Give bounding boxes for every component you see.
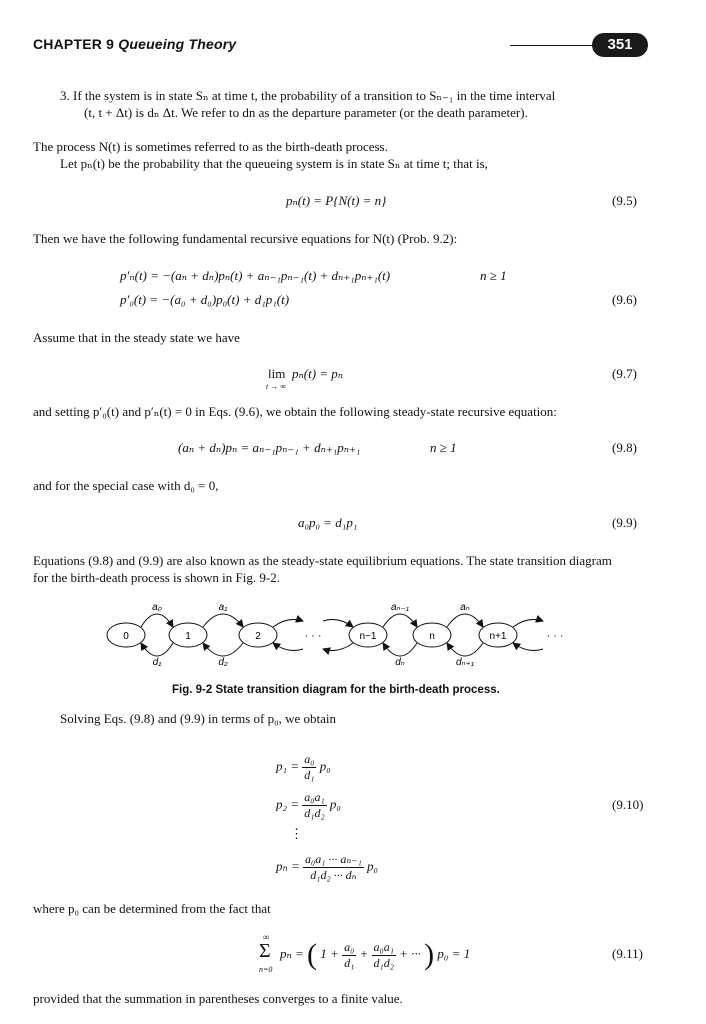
outgoing-arc-n-plus-1	[513, 619, 543, 627]
equation-9-10-p1	[276, 752, 331, 783]
equation-9-6-condition: n ≥ 1	[480, 268, 507, 283]
p1-tail: p₀	[319, 758, 331, 774]
para5: and for the special case with d₀ = 0,	[33, 478, 219, 493]
term1-denominator: d₁	[344, 955, 355, 970]
para4: and setting p′₀(t) and p′ₙ(t) = 0 in Eqs. (9.6), we obtain the following steady-state recursive equation:	[33, 404, 557, 419]
equation-number-9-6: (9.6)	[612, 292, 637, 307]
sum-rhs: p₀ = 1	[437, 945, 471, 961]
state-node-1	[169, 623, 207, 647]
item3-line1: 3. If the system is in state Sₙ at time t, the probability of a transition to Sₙ₋₁ in the time interval	[60, 88, 556, 103]
para7: Solving Eqs. (9.8) and (9.9) in terms of p₀, we obtain	[60, 711, 337, 726]
death-label-1: d₂	[218, 657, 228, 668]
equation-9-9: a₀p₀ = d₁p₁	[298, 515, 358, 530]
page-number: 351	[592, 33, 648, 57]
term2-denominator: d₁d₂	[373, 955, 394, 970]
incoming-arc-2	[273, 643, 303, 651]
birth-label-0: a₀	[152, 602, 162, 613]
equation-9-7: pₙ(t) = pₙ	[292, 366, 344, 381]
equation-number-9-8: (9.8)	[612, 440, 637, 455]
state-label: n	[429, 631, 435, 642]
item3-line2: (t, t + Δt) is dₙ Δt. We refer to dn as the departure parameter (or the death parameter).	[84, 105, 528, 120]
chapter-label: CHAPTER 9	[33, 36, 115, 52]
open-paren: (	[307, 938, 318, 971]
equation-9-11	[280, 938, 470, 972]
death-label-3: dₙ₊₁	[456, 657, 474, 668]
chapter-title: Queueing Theory	[118, 36, 237, 52]
birth-arc-1	[203, 614, 243, 627]
state-label: n−1	[359, 631, 377, 642]
close-paren: )	[424, 938, 435, 971]
para6-line1: Equations (9.8) and (9.9) are also known as the steady-state equilibrium equations. The state transition diagram	[33, 553, 612, 568]
running-header	[33, 36, 236, 52]
death-label-0: d₁	[152, 657, 162, 668]
para3: Assume that in the steady state we have	[33, 330, 240, 345]
equation-number-9-7: (9.7)	[612, 366, 637, 381]
equation-9-7-lim: lim	[268, 366, 286, 381]
pn-numerator: a₀a₁ ··· aₙ₋₁	[305, 852, 362, 866]
para1-line1: The process N(t) is sometimes referred to as the birth-death process.	[33, 139, 388, 154]
state-node-4	[413, 623, 451, 647]
birth-label-1: a₁	[218, 602, 228, 613]
p2-tail: p₀	[329, 796, 341, 812]
birth-arc-3	[447, 614, 483, 627]
p2-lhs: p₂ =	[276, 796, 300, 812]
vertical-dots: ⋮	[290, 826, 303, 841]
term1-fraction	[342, 940, 356, 971]
tail-dots: + ···	[399, 945, 421, 961]
p1-denominator: d₁	[304, 768, 315, 782]
para2: Then we have the following fundamental recursive equations for N(t) (Prob. 9.2):	[33, 231, 458, 246]
equation-9-10-p2	[276, 790, 341, 821]
outgoing-arc-n-minus-1	[323, 643, 353, 651]
plus-sign: +	[359, 945, 369, 961]
equation-9-8: (aₙ + dₙ)pₙ = aₙ₋₁pₙ₋₁ + dₙ₊₁pₙ₊₁	[178, 440, 361, 455]
term2-fraction	[372, 940, 396, 971]
sum-sign: Σ	[259, 940, 271, 962]
state-label: 0	[123, 631, 129, 642]
death-arc-0	[141, 643, 173, 656]
death-arc-1	[203, 643, 243, 656]
pn-fraction	[303, 852, 364, 883]
death-arc-2	[383, 643, 417, 656]
death-label-2: dₙ	[395, 657, 405, 668]
equation-9-6-line2: p′₀(t) = −(a₀ + d₀)p₀(t) + d₁p₁(t)	[120, 292, 290, 307]
pn-denominator: d₁d₂ ··· dₙ	[310, 868, 357, 882]
equation-9-6-line1: p′ₙ(t) = −(aₙ + dₙ)pₙ(t) + aₙ₋₁pₙ₋₁(t) + dₙ₊₁pₙ₊₁(t)	[120, 268, 391, 283]
birth-arc-0	[141, 614, 173, 627]
p2-numerator: a₀a₁	[304, 790, 325, 804]
p2-fraction	[302, 790, 326, 821]
state-node-2	[239, 623, 277, 647]
state-node-5	[479, 623, 517, 647]
sum-lower-limit: n=0	[259, 965, 273, 974]
para6-line2: for the birth-death process is shown in Fig. 9-2.	[33, 570, 280, 585]
equation-number-9-11: (9.11)	[612, 946, 643, 961]
death-arc-3	[447, 643, 483, 656]
state-node-0	[107, 623, 145, 647]
equation-9-10-pn	[276, 852, 378, 883]
equation-9-8-condition: n ≥ 1	[430, 440, 457, 455]
birth-label-3: aₙ	[460, 602, 470, 613]
pn-lhs: pₙ =	[276, 858, 300, 874]
para8: where p₀ can be determined from the fact that	[33, 901, 271, 916]
sum-upper-limit: ∞	[263, 932, 270, 942]
term2-numerator: a₀a₁	[373, 939, 394, 954]
outgoing-arc-2	[273, 619, 303, 627]
ellipsis-1: · · ·	[546, 630, 564, 642]
state-label: n+1	[489, 631, 507, 642]
equation-9-5: pₙ(t) = P{N(t) = n}	[286, 193, 387, 208]
figure-caption: Fig. 9-2 State transition diagram for the birth-death process.	[172, 684, 500, 696]
state-label: 1	[185, 631, 191, 642]
state-node-3	[349, 623, 387, 647]
equation-number-9-5: (9.5)	[612, 193, 637, 208]
p2-denominator: d₁d₂	[304, 806, 325, 820]
term1-numerator: a₀	[344, 939, 355, 954]
para9: provided that the summation in parentheses converges to a finite value.	[33, 991, 403, 1006]
ellipsis-0: · · ·	[304, 630, 322, 642]
birth-label-2: aₙ₋₁	[391, 602, 409, 613]
one-plus: 1 +	[320, 945, 339, 961]
pn-tail: p₀	[367, 858, 379, 874]
sum-lhs: pₙ =	[280, 945, 304, 961]
state-label: 2	[255, 631, 261, 642]
p1-numerator: a₀	[304, 752, 315, 766]
p1-lhs: p₁ =	[276, 758, 300, 774]
equation-number-9-10: (9.10)	[612, 797, 644, 812]
para1-line2: Let pₙ(t) be the probability that the queueing system is in state Sₙ at time t; that is,	[60, 156, 488, 171]
equation-9-7-limit-sub: t → ∞	[266, 382, 286, 391]
incoming-arc-n-plus-1	[513, 643, 543, 651]
equation-number-9-9: (9.9)	[612, 515, 637, 530]
header-rule	[510, 45, 602, 46]
birth-arc-2	[383, 614, 417, 627]
incoming-arc-n-minus-1	[323, 619, 353, 627]
p1-fraction	[302, 752, 316, 783]
